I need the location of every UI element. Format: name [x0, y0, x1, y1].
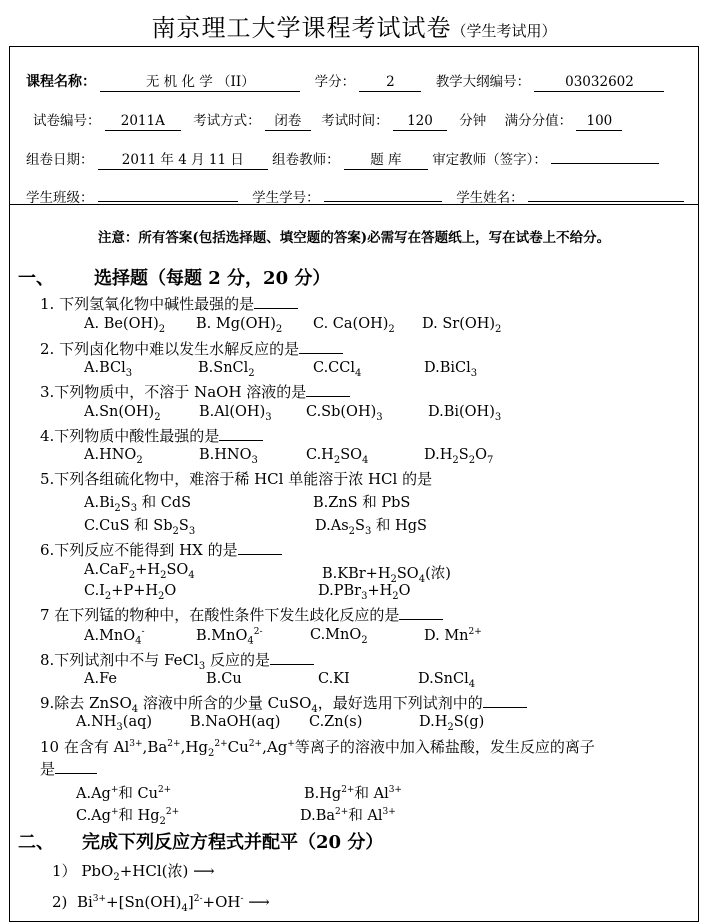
- question-8-text: 8.下列试剂中不与 FeCl: [40, 651, 199, 669]
- option-10a: A.Ag+和 $Cu^{2+}$: [76, 785, 172, 802]
- equation-2: 2) $Bi^{3+}+[Sn(OH)_4]^{2-}+OH^-$ ⟶: [52, 893, 270, 914]
- question-9-text-b: 溶液中所含的少量 CuSO: [142, 694, 312, 712]
- option-7c: C.MnO$_2$: [310, 627, 368, 646]
- question-10-text-b: 等离子的溶液中加入稀盐酸，发生反应的离子: [294, 738, 595, 756]
- question-2-text: 2. 下列卤化物中难以发生水解反应的是: [40, 340, 300, 358]
- student-name-label: 学生姓名：: [456, 190, 524, 206]
- answer-blank: [55, 759, 97, 774]
- question-5-text: 5.下列各组硫化物中，难溶于稀 HCl 单能溶于浓 HCl 的是: [40, 470, 433, 488]
- paper-no-label: 试卷编号：: [33, 113, 101, 129]
- question-10-text: 10 在含有 Al: [40, 738, 130, 756]
- option-8b: B.Cu: [206, 671, 242, 687]
- setter-value: 题 库: [344, 152, 428, 170]
- option-10b: $B.Hg^{2+}$和 $Al^{3+}$: [304, 785, 402, 802]
- student-id-field[interactable]: [324, 200, 442, 202]
- answer-blank: [483, 693, 527, 708]
- answer-blank: [270, 650, 314, 665]
- arrow-icon: ⟶: [193, 862, 215, 880]
- option-10c: C.Ag+和 $Hg_2^{2+}$: [76, 807, 180, 827]
- option-3d: $D.Bi(OH)_3$: [428, 404, 502, 423]
- option-8c: C.KI: [318, 671, 350, 687]
- equation-2-number: 2): [52, 893, 68, 911]
- question-10-text-c: 是: [40, 760, 56, 778]
- reviewer-label: 审定教师（签字）：: [432, 152, 547, 168]
- option-6b: $B.KBr+H_2SO_4$(浓): [322, 566, 451, 585]
- option-10d: $D.Ba^{2+}$和 $Al^{3+}$: [300, 807, 396, 824]
- header-row-paper: [33, 109, 622, 131]
- full-score-label: 满分分值：: [504, 113, 573, 129]
- option-3a: $A.Sn(OH)_2$: [84, 404, 161, 423]
- exam-time-value: 120: [393, 113, 447, 131]
- credit-label: 学分：: [314, 74, 356, 90]
- minutes-label: 分钟: [459, 113, 487, 129]
- notice: 注意：所有答案(包括选择题、填空题的答案)必需写在答题纸上，写在试卷上不给分。: [97, 230, 611, 246]
- option-5d: $D.As_2S_3$ 和 HgS: [315, 518, 427, 537]
- option-9a: $A.NH_3(aq)$: [76, 714, 153, 733]
- option-6c: $C.I_2+P+H_2O$: [84, 583, 177, 602]
- option-1b: B. $Mg(OH)_2$: [196, 316, 283, 335]
- header-row-date: [26, 148, 659, 170]
- credit-value: 2: [359, 74, 421, 92]
- option-5c: C.CuS 和 $Sb_2S_3$: [84, 518, 196, 537]
- section-2-number: 二、: [18, 832, 54, 853]
- question-3: [40, 381, 350, 402]
- header-row-course: [26, 70, 664, 92]
- answer-blank: [399, 605, 443, 620]
- option-8a: A.Fe: [84, 671, 117, 687]
- section-2-title: 完成下列反应方程式并配平（20 分）: [82, 832, 384, 853]
- option-4d: $D.H_2S_2O_7$: [424, 447, 494, 466]
- question-1-text: 1. 下列氢氧化物中碱性最强的是: [40, 295, 255, 313]
- option-4a: $A.HNO_2$: [84, 447, 143, 466]
- question-6: [40, 539, 282, 560]
- title-main: 南京理工大学课程考试试卷: [151, 14, 452, 42]
- date-label: 组卷日期：: [26, 152, 94, 168]
- option-6d: $D.PBr_3+H_2O$: [318, 583, 411, 602]
- class-field[interactable]: [98, 200, 238, 202]
- answer-blank: [299, 339, 343, 354]
- question-9-text-c: ，最好选用下列试剂中的: [317, 694, 483, 712]
- option-9b: B.NaOH(aq): [190, 714, 281, 730]
- exam-title: [0, 8, 708, 43]
- question-5: [40, 468, 432, 489]
- option-9d: $D.H_2S(g)$: [419, 714, 485, 733]
- full-score-value: 100: [576, 113, 622, 131]
- option-7d: D. $Mn^{2+}$: [424, 627, 482, 644]
- option-1d: D. $Sr(OH)_2$: [422, 316, 502, 335]
- question-4: [40, 425, 263, 446]
- date-value: 2011 年 4 月 11 日: [98, 152, 268, 170]
- option-3c: $C.Sb(OH)_3$: [306, 404, 383, 423]
- option-4c: $C.H_2SO_4$: [306, 447, 369, 466]
- course-value: 无 机 化 学 （II）: [100, 74, 300, 92]
- exam-mode-label: 考试方式：: [193, 113, 261, 129]
- answer-blank: [254, 294, 298, 309]
- option-7b: B.MnO$_4^{2-}$: [196, 627, 263, 647]
- options-1: A. $Be(OH)_2$: [84, 316, 166, 335]
- setter-label: 组卷教师：: [272, 152, 340, 168]
- section-2-heading: [18, 828, 383, 854]
- question-10: 10 在含有 $Al^{3+},Ba^{2+},Hg_2^{2+}Cu^{2+},Ag^+$等离子的溶液中加入稀盐酸，发生反应的离子: [40, 738, 595, 759]
- arrow-icon: ⟶: [248, 893, 270, 911]
- student-id-label: 学生学号：: [252, 190, 320, 206]
- section-1-heading: [18, 264, 330, 290]
- question-10-cont: [40, 758, 97, 779]
- option-4b: $B.HNO_3$: [199, 447, 258, 466]
- option-5a: $A.Bi_2S_3$ 和 CdS: [84, 495, 192, 514]
- option-2b: B.SnCl$_2$: [198, 360, 255, 379]
- option-2a: A.BCl$_3$: [84, 360, 133, 379]
- exam-time-label: 考试时间：: [321, 113, 389, 129]
- answer-blank: [238, 540, 282, 555]
- question-9-text: 9.除去 ZnSO: [40, 694, 132, 712]
- option-9c: C.Zn(s): [309, 714, 363, 730]
- option-5b: B.ZnS 和 PbS: [313, 495, 411, 511]
- question-6-text: 6.下列反应不能得到 HX 的是: [40, 541, 238, 559]
- section-1-number: 一、: [18, 268, 54, 289]
- title-sub: （学生考试用）: [451, 22, 557, 40]
- syllabus-value: 03032602: [534, 74, 664, 92]
- question-2: [40, 338, 343, 359]
- student-name-field[interactable]: [528, 200, 684, 202]
- question-9: 9.除去 ZnSO$_4$ 溶液中所含的少量 CuSO$_4$，最好选用下列试剂中的: [40, 692, 527, 715]
- question-1: [40, 293, 298, 314]
- question-8: 8.下列试剂中不与 FeCl$_3$ 反应的是: [40, 649, 314, 672]
- question-3-text: 3.下列物质中，不溶于 NaOH 溶液的是: [40, 383, 307, 401]
- course-label: 课程名称：: [26, 74, 96, 90]
- question-4-text: 4.下列物质中酸性最强的是: [40, 427, 220, 445]
- section-1-title: 选择题（每题 2 分，20 分）: [94, 268, 331, 289]
- answer-blank: [219, 426, 263, 441]
- paper-no-value: 2011A: [105, 113, 181, 131]
- question-7: [40, 604, 443, 625]
- option-2c: C.CCl$_4$: [313, 360, 362, 379]
- answer-blank: [306, 382, 350, 397]
- option-3b: $B.Al(OH)_3$: [199, 404, 272, 423]
- exam-mode-value: 闭卷: [265, 113, 311, 131]
- reviewer-signature-line[interactable]: [551, 162, 659, 164]
- equation-1: 1） PbO$_2$+HCl(浓) ⟶: [52, 862, 215, 883]
- question-7-text: 7 在下列锰的物种中，在酸性条件下发生歧化反应的是: [40, 606, 400, 624]
- syllabus-label: 教学大纲编号：: [435, 74, 531, 90]
- option-6a: $A.CaF_2+H_2SO_4$: [84, 562, 195, 581]
- question-8-text-b: 反应的是: [209, 651, 270, 669]
- option-2d: D.BiCl$_3$: [424, 360, 478, 379]
- option-8d: D.SnCl$_4$: [418, 671, 476, 690]
- header-row-student: [26, 186, 684, 206]
- equation-1-number: 1）: [52, 862, 77, 880]
- class-label: 学生班级：: [26, 190, 94, 206]
- option-1c: C. $Ca(OH)_2$: [313, 316, 395, 335]
- option-7a: A.MnO$_4$-: [84, 627, 145, 647]
